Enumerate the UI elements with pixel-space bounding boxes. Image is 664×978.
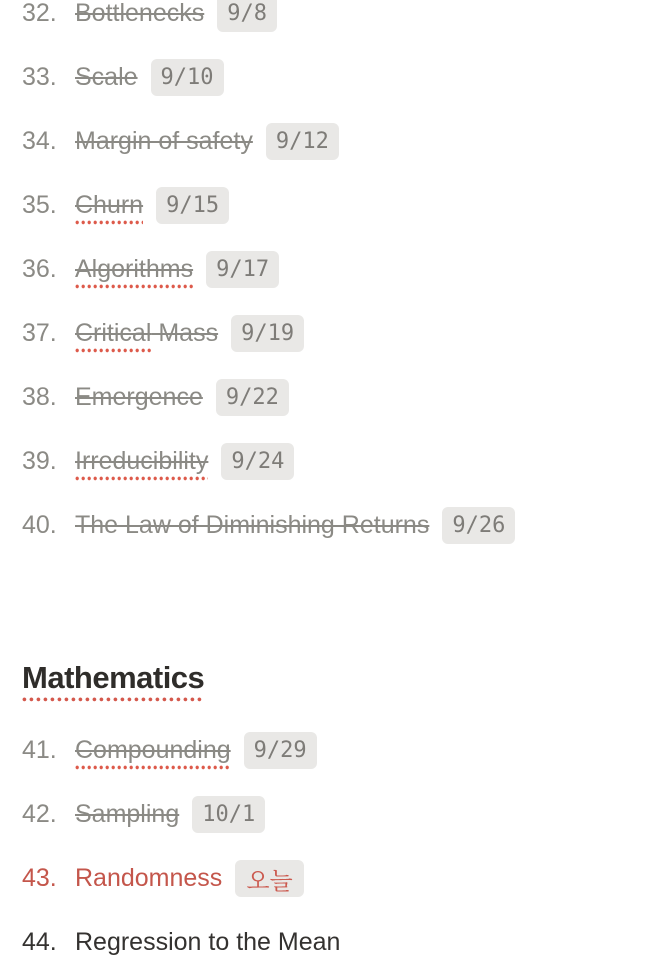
date-badge[interactable]: 9/24 xyxy=(221,443,294,480)
list-item-number: 39. xyxy=(22,446,57,475)
list-item-text-segment: The Law of Diminishing Returns xyxy=(75,510,430,539)
list-item[interactable] xyxy=(22,506,664,544)
date-badge[interactable]: 9/10 xyxy=(151,59,224,96)
date-badge[interactable]: 9/8 xyxy=(217,0,277,32)
list-item-number: 33. xyxy=(22,62,57,91)
date-badge[interactable]: 9/26 xyxy=(442,507,515,544)
list-item-number: 36. xyxy=(22,254,57,283)
list-item-text xyxy=(75,928,340,957)
list-item-text-segment: Scale xyxy=(75,62,138,91)
list-item-text-segment: Algorithms xyxy=(75,255,193,289)
date-badge[interactable]: 10/1 xyxy=(192,796,265,833)
list-item-number: 32. xyxy=(22,0,57,27)
list-item-number: 35. xyxy=(22,190,57,219)
date-badge[interactable]: 9/15 xyxy=(156,187,229,224)
date-badge[interactable]: 9/29 xyxy=(244,732,317,769)
list-item-text xyxy=(75,383,203,412)
list-item-text xyxy=(75,63,138,92)
list-item-text xyxy=(75,255,193,284)
list-item-text xyxy=(75,127,253,156)
list-item[interactable] xyxy=(22,795,664,833)
list-item-text-segment: Churn xyxy=(75,191,143,225)
list-item-number: 34. xyxy=(22,126,57,155)
list-item[interactable] xyxy=(22,378,664,416)
list-item-number: 42. xyxy=(22,799,57,828)
list-item-text xyxy=(75,447,208,476)
list-item[interactable] xyxy=(22,58,664,96)
list-item-text-segment: Regression to the Mean xyxy=(75,927,341,956)
date-badge[interactable]: 9/19 xyxy=(231,315,304,352)
models-list xyxy=(22,0,664,544)
list-item-text-segment: Margin of safety xyxy=(75,126,253,155)
list-item[interactable] xyxy=(22,859,664,897)
list-item-text xyxy=(75,736,231,765)
date-badge[interactable]: 9/17 xyxy=(206,251,279,288)
section-heading-mathematics[interactable] xyxy=(22,658,664,698)
list-item-text xyxy=(75,191,143,220)
list-item[interactable] xyxy=(22,314,664,352)
list-item[interactable] xyxy=(22,186,664,224)
list-item[interactable] xyxy=(22,442,664,480)
list-item-number: 37. xyxy=(22,318,57,347)
list-item-text-segment: Bottlenecks xyxy=(75,0,205,27)
list-item-number: 41. xyxy=(22,735,57,764)
list-item-text-segment: Sampling xyxy=(75,799,180,828)
list-item-number: 38. xyxy=(22,382,57,411)
list-item-text xyxy=(75,319,218,348)
list-item[interactable] xyxy=(22,923,664,961)
today-badge[interactable]: 오늘 xyxy=(235,860,303,897)
list-item[interactable] xyxy=(22,731,664,769)
date-badge[interactable]: 9/12 xyxy=(266,123,339,160)
list-item-text-segment: Emergence xyxy=(75,382,203,411)
list-item[interactable] xyxy=(22,122,664,160)
list-item[interactable] xyxy=(22,0,664,32)
section-heading-text: Mathematics xyxy=(22,660,204,702)
list-item-text-segment: Critical xyxy=(75,319,151,353)
list-item-number: 44. xyxy=(22,927,57,956)
list-item-text xyxy=(75,800,179,829)
list-item-text xyxy=(75,864,222,893)
list-item-text-segment: Mass xyxy=(151,318,219,347)
date-badge[interactable]: 9/22 xyxy=(216,379,289,416)
list-item-text xyxy=(75,0,204,28)
mathematics-list xyxy=(22,731,664,961)
list-item-number: 43. xyxy=(22,863,57,892)
list-item-number: 40. xyxy=(22,510,57,539)
list-item-text xyxy=(75,511,429,540)
list-item-text-segment: Irreducibility xyxy=(75,447,208,481)
list-item[interactable] xyxy=(22,250,664,288)
list-item-text-segment: Randomness xyxy=(75,863,223,892)
list-item-text-segment: Compounding xyxy=(75,736,231,770)
